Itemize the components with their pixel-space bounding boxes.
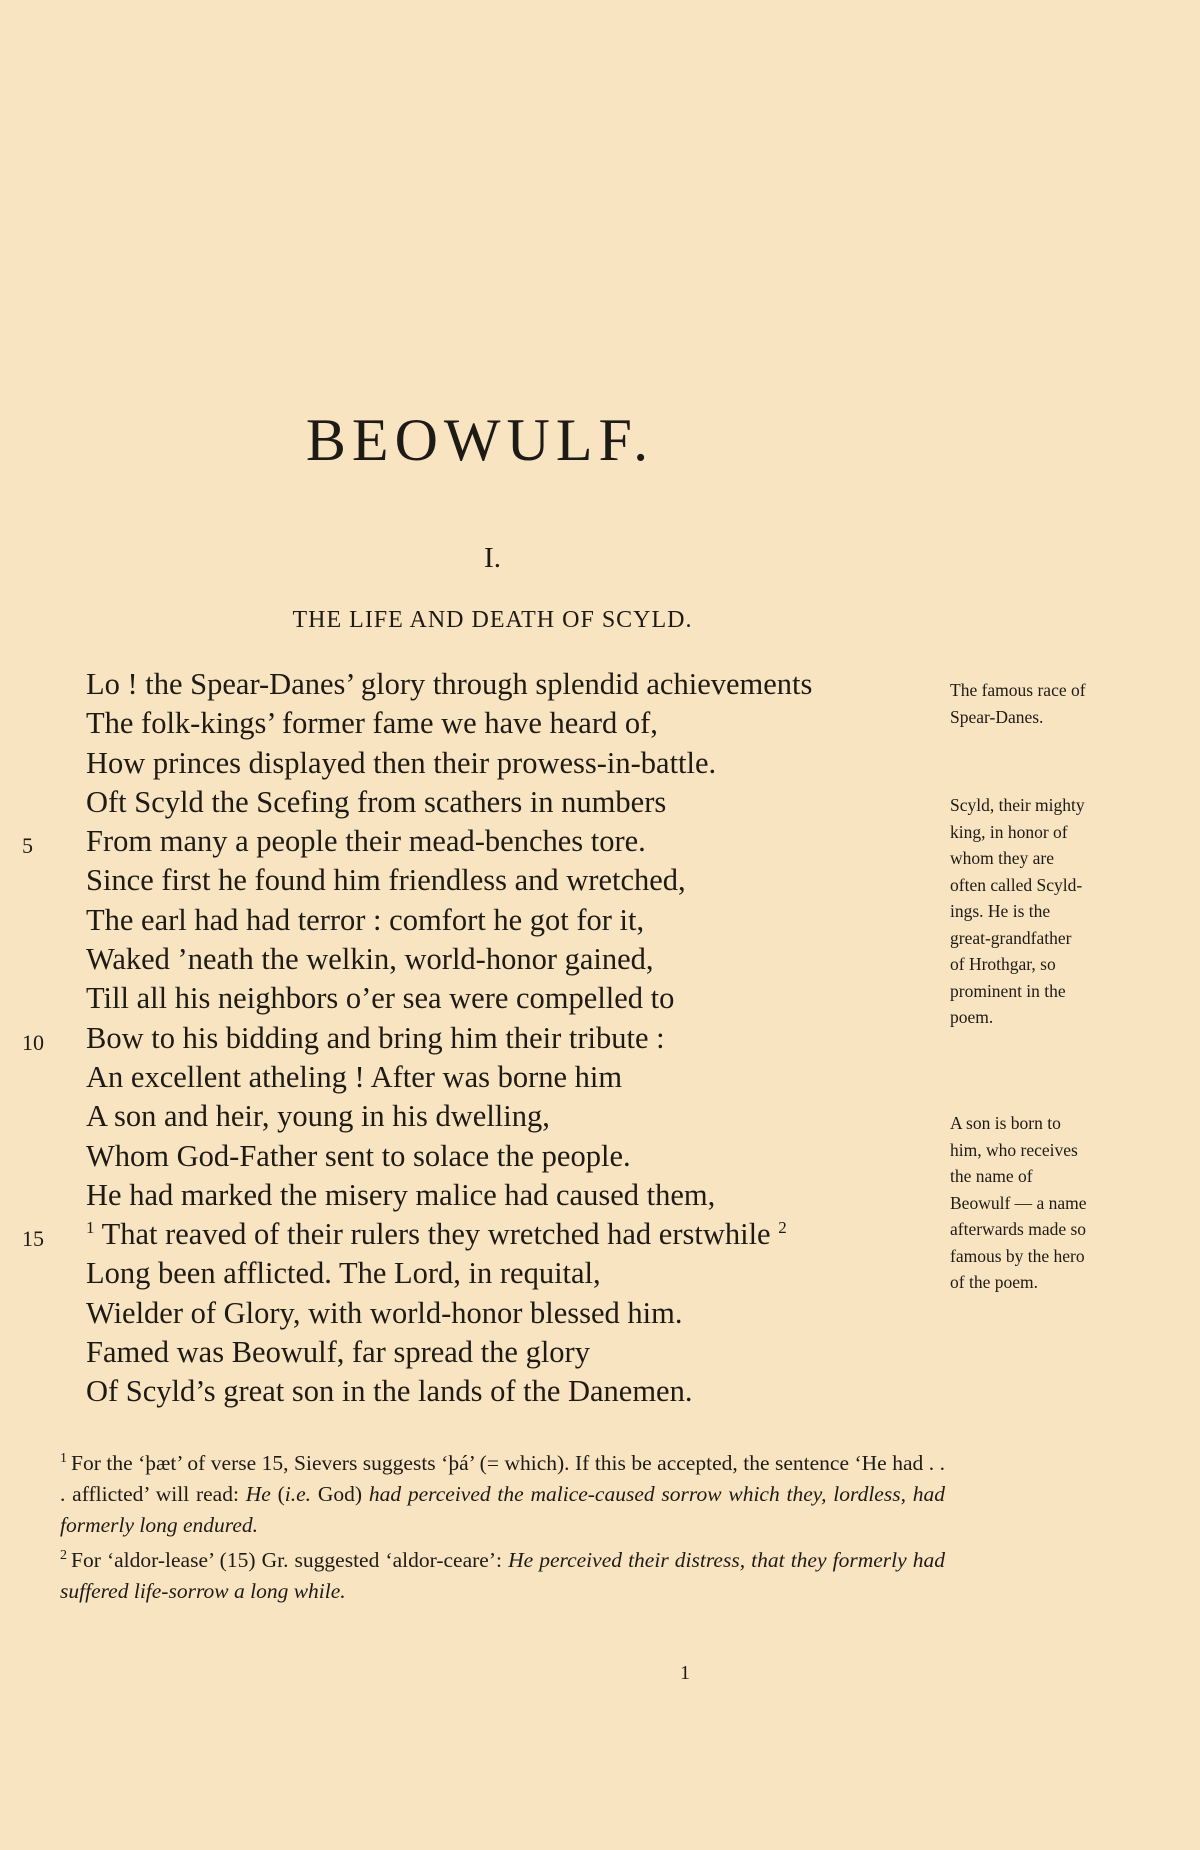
gloss-line: poem. bbox=[950, 1007, 994, 1027]
poem-line bbox=[0, 979, 930, 1018]
footnote-italic: He bbox=[245, 1482, 271, 1506]
gloss-line: him, who receives bbox=[950, 1139, 1078, 1160]
page-title: BEOWULF. bbox=[305, 407, 655, 473]
poem-line bbox=[0, 1058, 930, 1097]
poem-line bbox=[0, 1254, 930, 1293]
gloss-line: Spear-Danes. bbox=[950, 706, 1044, 727]
poem-line bbox=[0, 1019, 930, 1058]
footnote-italic: He perceived their distress, that they formerly had suffered life-sorrow a long while. bbox=[60, 1548, 946, 1603]
gloss-line: ings. He is the bbox=[950, 901, 1051, 921]
footnote-1 bbox=[60, 1448, 945, 1541]
poem-line bbox=[0, 1215, 930, 1254]
footnote-mark: 1 bbox=[60, 1450, 67, 1466]
line-text: He had marked the misery malice had caused them, bbox=[86, 1177, 716, 1212]
poem-line bbox=[0, 1372, 930, 1411]
margin-gloss bbox=[950, 1110, 1150, 1296]
gloss-line: afterwards made so bbox=[950, 1219, 1087, 1239]
footnote-text: God) bbox=[311, 1482, 369, 1506]
footnote-marker: 2 bbox=[778, 1218, 787, 1237]
margin-gloss bbox=[950, 677, 1150, 730]
poem-line bbox=[0, 1333, 930, 1372]
gloss-line: whom they are bbox=[950, 848, 1054, 868]
gloss-line: great-grandfather bbox=[950, 927, 1072, 948]
poem-line bbox=[0, 822, 930, 861]
line-text: Till all his neighbors o’er sea were compelled to bbox=[86, 981, 675, 1016]
gloss-line: of Hrothgar, so bbox=[950, 954, 1056, 974]
poem-line bbox=[0, 901, 930, 940]
line-text: Whom God-Father sent to solace the people. bbox=[86, 1138, 631, 1173]
poem-line bbox=[0, 861, 930, 900]
line-text: Since first he found him friendless and wretched, bbox=[86, 863, 686, 898]
line-text: Waked ’neath the welkin, world-honor gained, bbox=[86, 942, 654, 977]
poem-line bbox=[0, 1294, 930, 1333]
page-number: 1 bbox=[680, 1662, 690, 1684]
footnote-mark: 2 bbox=[60, 1547, 67, 1563]
line-text bbox=[86, 1215, 787, 1254]
gloss-line: famous by the hero bbox=[950, 1245, 1085, 1266]
gloss-line: A son is born to bbox=[950, 1113, 1061, 1133]
poem-text bbox=[0, 665, 930, 1412]
line-number: 5 bbox=[22, 833, 33, 859]
line-body: That reaved of their rulers they wretched had erstwhile bbox=[101, 1217, 771, 1252]
line-text: A son and heir, young in his dwelling, bbox=[86, 1099, 550, 1134]
poem-line bbox=[0, 1137, 930, 1176]
footnotes bbox=[60, 1448, 945, 1611]
poem-line bbox=[0, 783, 930, 822]
footnote-marker: 1 bbox=[86, 1218, 95, 1237]
line-text: Of Scyld’s great son in the lands of the Danemen. bbox=[86, 1374, 693, 1409]
line-text: Wielder of Glory, with world-honor blessed him. bbox=[86, 1295, 683, 1330]
section-heading: THE LIFE AND DEATH OF SCYLD. bbox=[292, 607, 693, 633]
footnote-2 bbox=[60, 1545, 945, 1607]
gloss-line: prominent in the bbox=[950, 980, 1066, 1001]
line-text: How princes displayed then their prowess-in-battle. bbox=[86, 745, 717, 780]
footnote-text: ( bbox=[270, 1482, 285, 1506]
footnote-italic: had perceived the malice-caused sorrow which they, lordless, had formerly long endured. bbox=[60, 1482, 945, 1537]
gloss-line: Scyld, their mighty bbox=[950, 795, 1085, 815]
poem-line bbox=[0, 1176, 930, 1215]
line-text: An excellent atheling ! After was borne him bbox=[86, 1059, 623, 1094]
poem-line bbox=[0, 665, 930, 704]
footnote-text: For ‘aldor-lease’ (15) Gr. suggested ‘aldor-ceare’: bbox=[71, 1548, 509, 1572]
gloss-line: often called Scyld- bbox=[950, 874, 1083, 895]
line-text: Lo ! the Spear-Danes’ glory through splendid achievements bbox=[86, 667, 813, 701]
gloss-line: king, in honor of bbox=[950, 821, 1068, 842]
line-text: Famed was Beowulf, far spread the glory bbox=[86, 1335, 590, 1370]
footnote-text: For the ‘þæt’ of verse 15, Sievers suggests ‘þá’ (= which). If this be accepted, the sentence ‘He had . . . afflicted’ will read: bbox=[60, 1451, 945, 1506]
poem-line bbox=[0, 1097, 930, 1136]
gloss-line: the name of bbox=[950, 1166, 1033, 1186]
line-text: The earl had had terror : comfort he got for it, bbox=[86, 902, 645, 937]
footnote-italic: i.e. bbox=[284, 1482, 312, 1506]
line-text: Oft Scyld the Scefing from scathers in numbers bbox=[86, 784, 667, 819]
line-number: 15 bbox=[22, 1226, 44, 1252]
poem-line bbox=[0, 940, 930, 979]
line-text: From many a people their mead-benches tore. bbox=[86, 824, 646, 859]
margin-gloss bbox=[950, 792, 1150, 1031]
gloss-line: Beowulf — a name bbox=[950, 1192, 1087, 1213]
gloss-line: The famous race of bbox=[950, 680, 1086, 700]
poem-line bbox=[0, 704, 930, 743]
line-number: 10 bbox=[22, 1029, 44, 1055]
line-text: The folk-kings’ former fame we have heard of, bbox=[86, 706, 658, 741]
line-text: Long been afflicted. The Lord, in requital, bbox=[86, 1256, 601, 1291]
line-text: Bow to his bidding and bring him their tribute : bbox=[86, 1020, 665, 1055]
gloss-line: of the poem. bbox=[950, 1272, 1038, 1292]
section-numeral: I. bbox=[484, 542, 501, 574]
poem-line bbox=[0, 744, 930, 783]
